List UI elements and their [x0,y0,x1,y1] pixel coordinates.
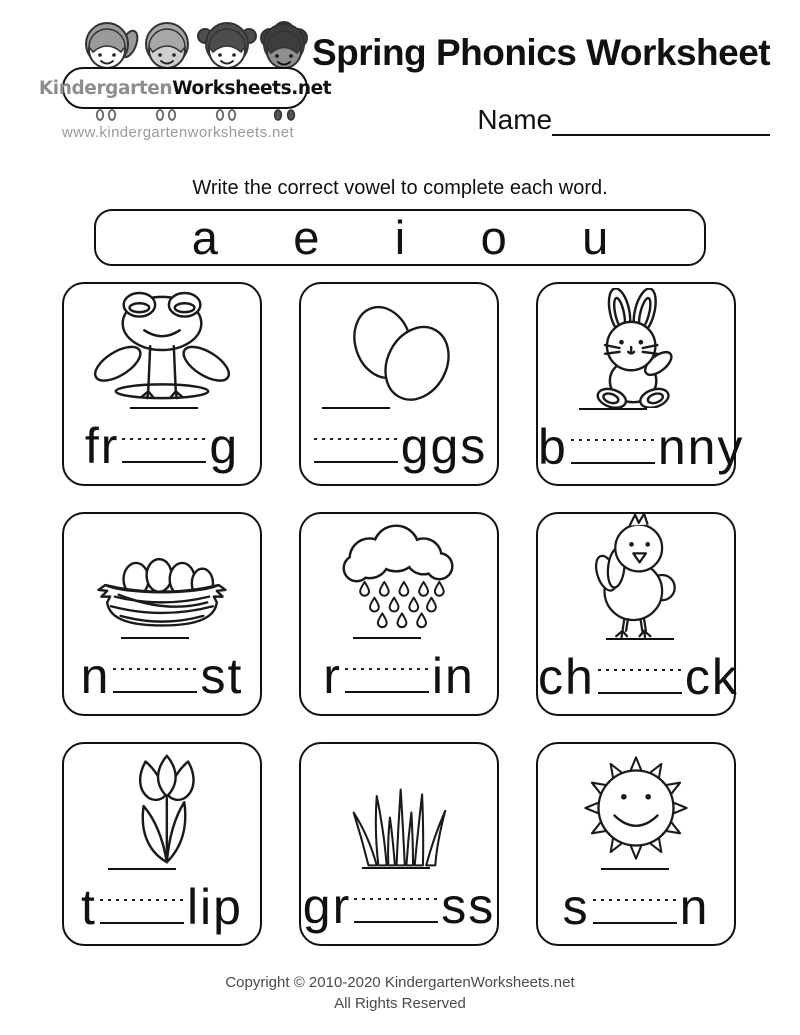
header [0,0,800,141]
phonics-card-bunny [536,282,745,486]
phonics-card-nest [62,512,262,716]
word-prefix: t [81,879,97,935]
vowel-bank [94,209,706,266]
bunny-image [562,288,710,408]
logo-url: www.kindergartenworksheets.net [62,124,295,141]
word-suffix: n [679,879,710,935]
answer-blank[interactable] [100,868,184,924]
answer-blank[interactable] [571,408,655,464]
word-suffix: in [431,648,475,704]
sun-image [562,748,710,868]
name-label: Name [477,104,553,135]
logo-banner [38,67,332,109]
nest-image [87,537,237,637]
vowel-letter-e: e [293,211,320,264]
answer-blank[interactable] [354,867,438,923]
word-prefix: fr [84,418,120,474]
word-prefix: s [562,879,590,935]
vowel-letter-i: i [394,211,406,264]
brand-prefix-text: Kindergarten [38,77,173,99]
word-suffix: g [209,418,240,474]
word-suffix: ck [684,649,739,705]
phonics-card-frog [62,282,262,486]
logo-feet-illustration [62,109,308,122]
footer [0,972,800,1014]
copyright-text: Copyright © 2010-2020 KindergartenWorksheets.net [225,974,575,991]
word-prefix: r [323,648,342,704]
word-prefix: n [80,648,111,704]
page-title: Spring Phonics Worksheet [312,32,771,73]
rights-text: All Rights Reserved [334,995,466,1012]
logo [38,14,332,141]
vowel-letter-o: o [480,211,507,264]
grass-image [325,773,473,867]
answer-blank[interactable] [314,407,398,463]
phonics-card-grass [299,742,499,946]
answer-blank[interactable] [593,868,677,924]
word-suffix: ss [441,878,496,934]
phonics-card-tulip [62,742,262,946]
answer-blank[interactable] [113,637,197,693]
phonics-card-sun [536,742,736,946]
vowel-letter-a: a [191,211,218,264]
phonics-card-rain [299,512,499,716]
word-suffix: ggs [400,418,488,474]
header-right [312,14,770,141]
word-suffix: nny [657,419,745,475]
answer-blank[interactable] [598,638,682,694]
word-prefix: ch [538,649,595,705]
vowel-letter-u: u [582,211,609,264]
phonics-card-chick [536,512,739,716]
eggs-image [325,295,473,407]
tulip-image [88,748,236,868]
word-prefix: gr [302,878,352,934]
word-suffix: st [200,648,244,704]
instruction-text: Write the correct vowel to complete each word. [192,177,608,199]
word-prefix: b [538,419,568,475]
rain-image [325,521,473,637]
name-write-line[interactable] [552,106,770,136]
phonics-grid [62,282,745,946]
frog-image [88,291,236,407]
brand-suffix-text: Worksheets.net [172,77,332,99]
name-row [477,104,770,136]
phonics-card-eggs [299,282,499,486]
chick-image [562,512,710,638]
word-suffix: lip [186,879,243,935]
answer-blank[interactable] [345,637,429,693]
answer-blank[interactable] [122,407,206,463]
